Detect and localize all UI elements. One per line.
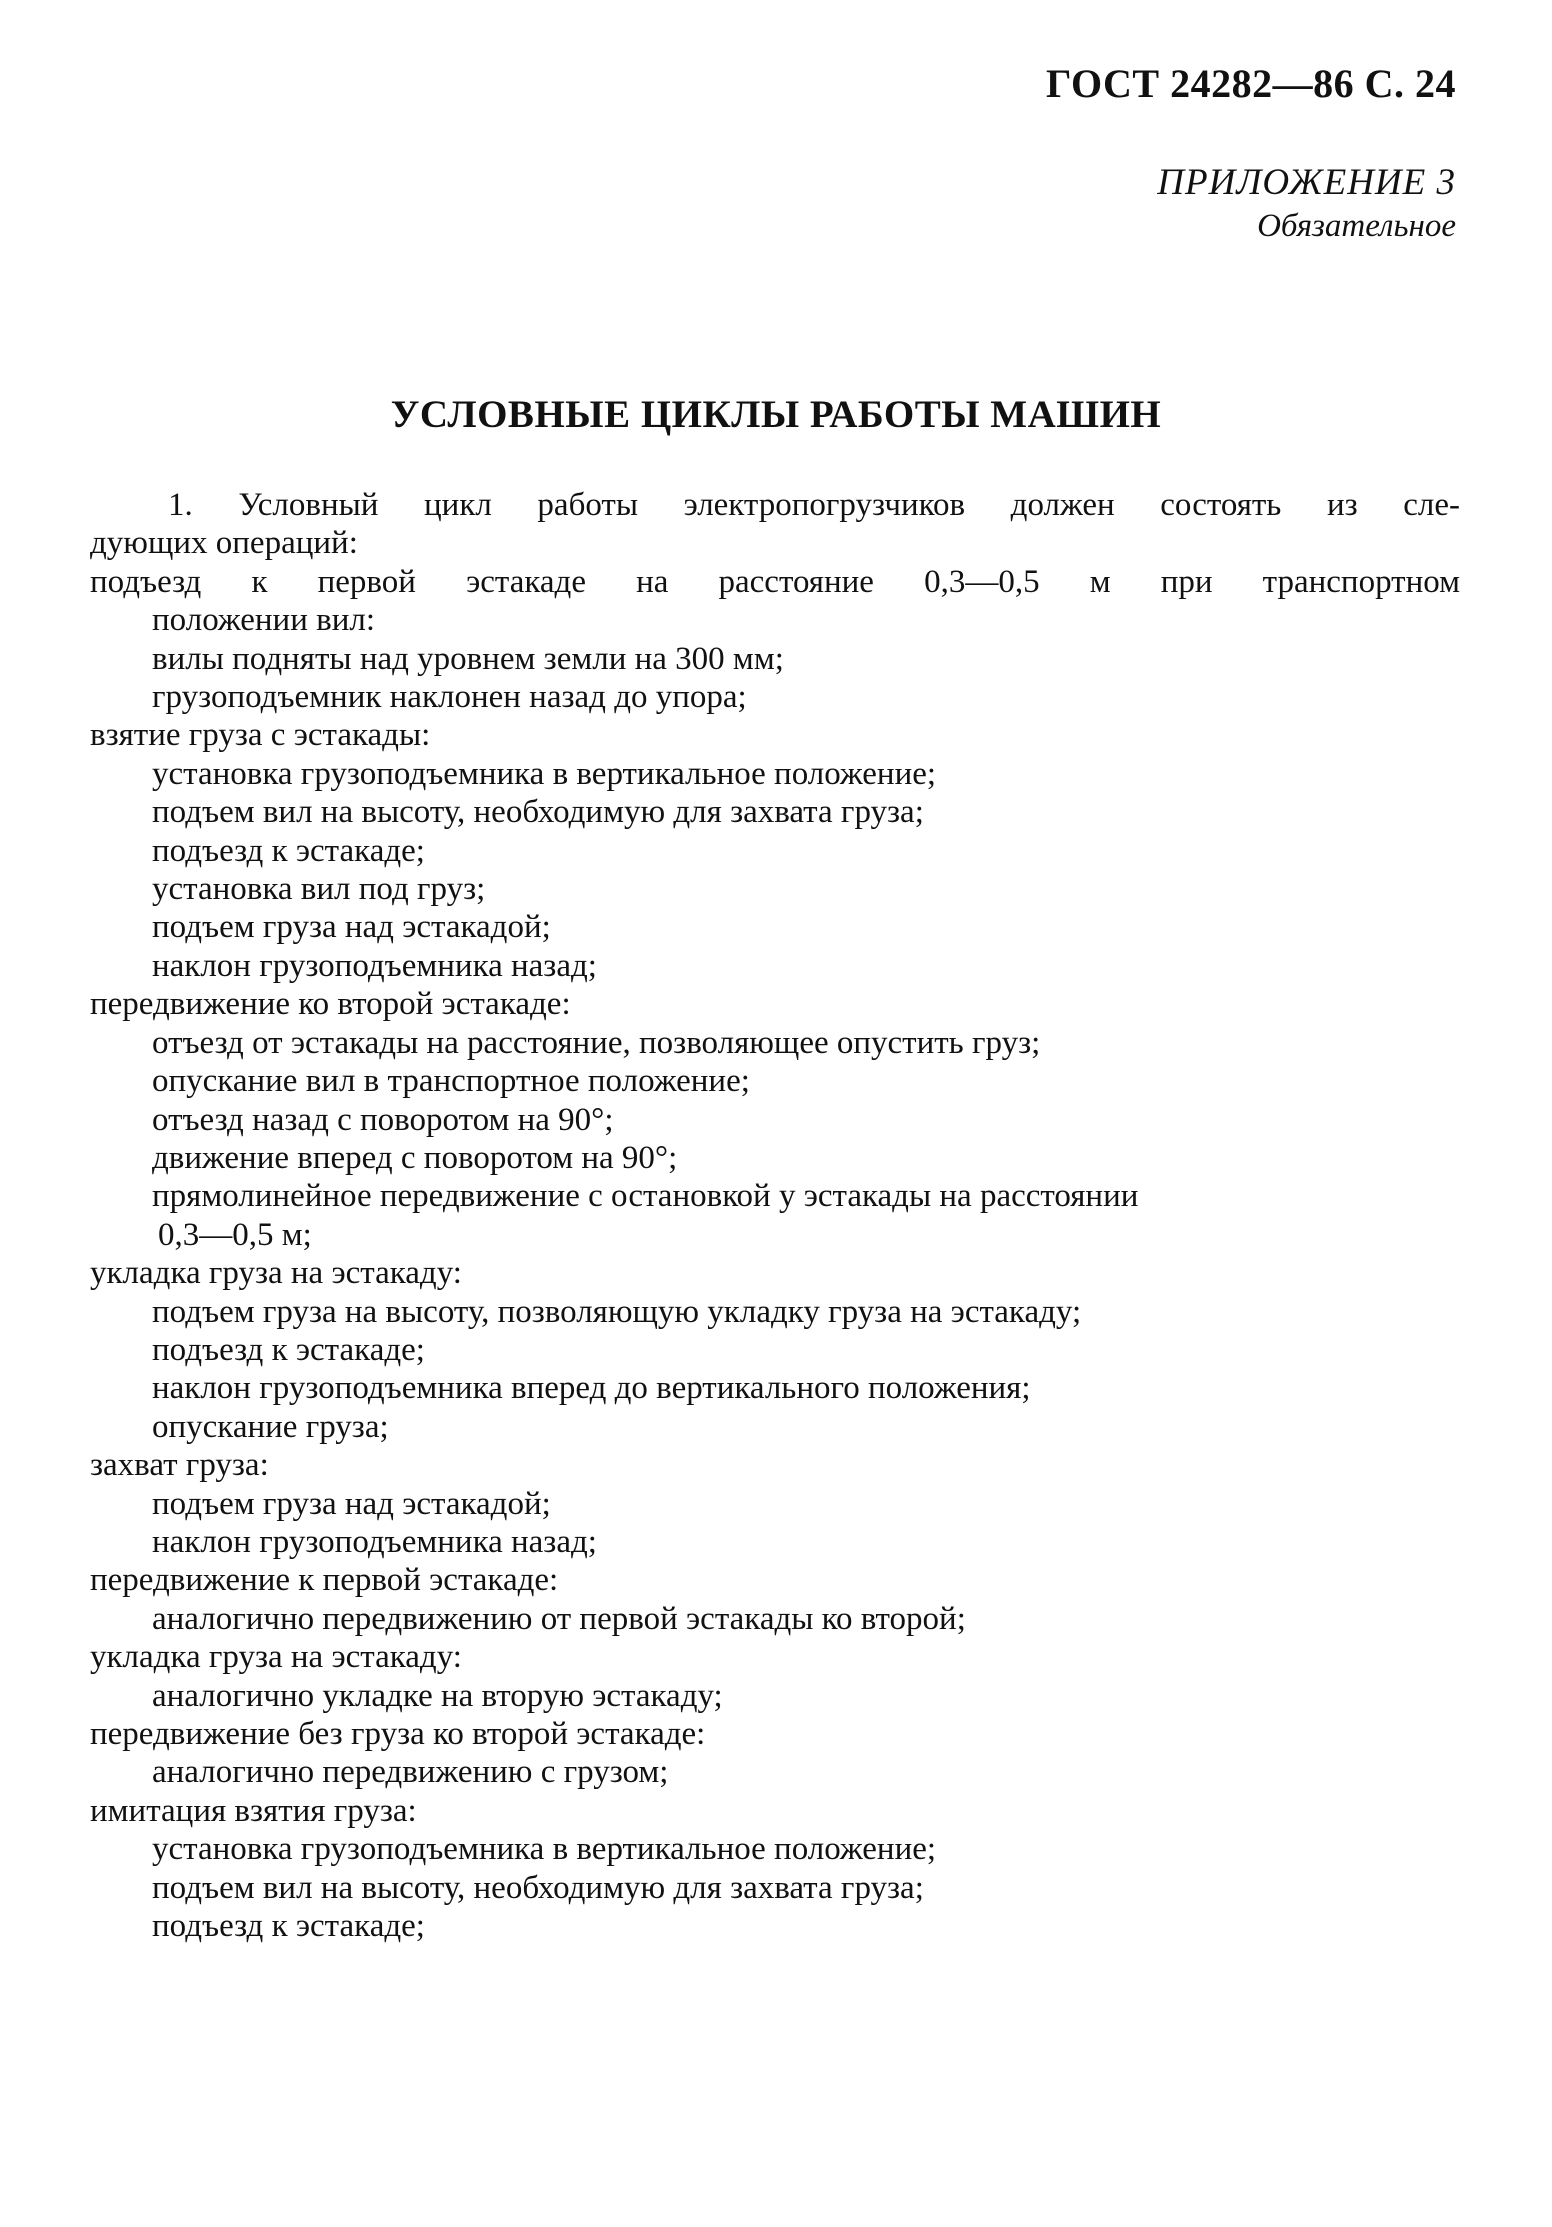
list-item: подъем груза на высоту, позволяющую укладку груза на эстакаду;: [152, 1293, 1082, 1330]
list-item: установка грузоподъемника в вертикальное положение;: [152, 1831, 937, 1868]
list-item: отъезд назад с поворотом на 90°;: [152, 1101, 614, 1138]
section-heading: захват груза:: [90, 1447, 269, 1484]
appendix-label: ПРИЛОЖЕНИЕ 3: [1157, 162, 1456, 203]
appendix-status: Обязательное: [1257, 208, 1456, 244]
section-heading: подъезд к первой эстакаде на расстояние 0,3—0,5 м при транспортном: [90, 563, 1460, 600]
list-item-continuation: 0,3—0,5 м;: [158, 1216, 312, 1253]
list-item: наклон грузоподъемника вперед до вертикального положения;: [152, 1370, 1031, 1407]
list-item: аналогично укладке на вторую эстакаду;: [152, 1677, 723, 1714]
section-heading: имитация взятия груза:: [90, 1792, 417, 1829]
list-item: опускание вил в транспортное положение;: [152, 1063, 750, 1100]
list-item: подъем груза над эстакадой;: [152, 1485, 551, 1522]
list-item: подъезд к эстакаде;: [152, 832, 425, 869]
page-title: УСЛОВНЫЕ ЦИКЛЫ РАБОТЫ МАШИН: [390, 393, 1162, 436]
appendix-block: [1157, 160, 1456, 246]
section-heading: передвижение без груза ко второй эстакаде:: [90, 1716, 706, 1752]
section-heading: передвижение к первой эстакаде:: [90, 1562, 559, 1599]
list-item: вилы подняты над уровнем земли на 300 мм;: [152, 640, 784, 677]
list-item: установка вил под груз;: [152, 871, 486, 908]
list-item: аналогично передвижению с грузом;: [152, 1754, 669, 1791]
list-item: отъезд от эстакады на расстояние, позволяющее опустить груз;: [152, 1024, 1041, 1061]
section-heading-continuation: положении вил:: [152, 602, 375, 639]
list-item: подъем вил на высоту, необходимую для захвата груза;: [152, 794, 924, 831]
paragraph-line: дующих операций:: [90, 525, 358, 562]
list-item: подъем вил на высоту, необходимую для захвата груза;: [152, 1869, 924, 1906]
list-item: подъем груза над эстакадой;: [152, 909, 551, 946]
document-body: [90, 486, 1460, 1945]
list-item: прямолинейное передвижение с остановкой у эстакады на расстоянии: [152, 1178, 1139, 1215]
list-item: подъезд к эстакаде;: [152, 1331, 425, 1368]
section-heading: укладка груза на эстакаду:: [90, 1255, 462, 1292]
section-heading: передвижение ко второй эстакаде:: [90, 986, 571, 1023]
section-heading: укладка груза на эстакаду:: [90, 1639, 462, 1676]
section-heading: взятие груза с эстакады:: [90, 717, 431, 754]
list-item: опускание груза;: [152, 1408, 389, 1445]
list-item: наклон грузоподъемника назад;: [152, 947, 597, 984]
document-reference-header: ГОСТ 24282—86 С. 24: [1045, 61, 1456, 106]
list-item: наклон грузоподъемника назад;: [152, 1523, 597, 1560]
paragraph-line: 1. Условный цикл работы электропогрузчиков должен состоять из сле-: [168, 487, 1460, 523]
list-item: грузоподъемник наклонен назад до упора;: [152, 679, 747, 716]
list-item: аналогично передвижению от первой эстакады ко второй;: [152, 1600, 966, 1637]
list-item: движение вперед с поворотом на 90°;: [152, 1139, 678, 1176]
list-item: установка грузоподъемника в вертикальное положение;: [152, 755, 937, 792]
list-item: подъезд к эстакаде;: [152, 1908, 425, 1945]
